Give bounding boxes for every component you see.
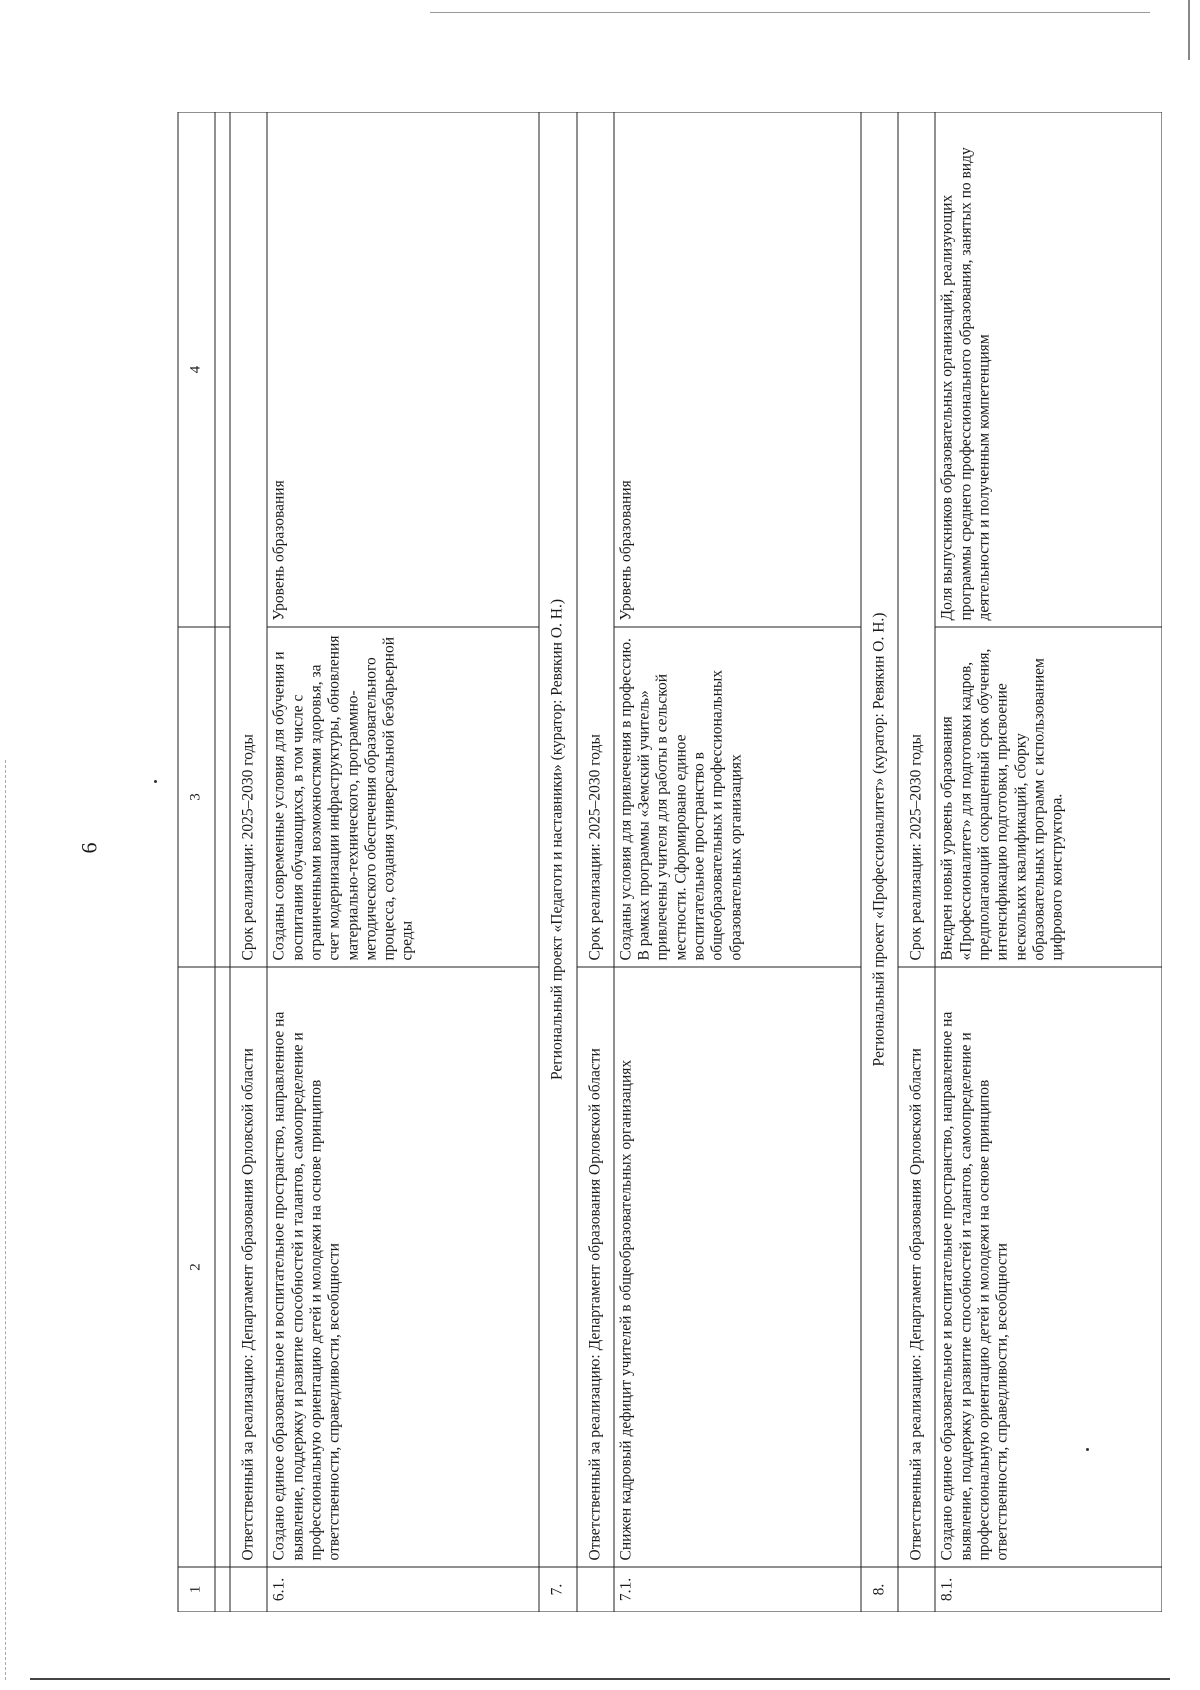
indicator-cell: Доля выпускников образовательных организаций, реализующих программы среднего профессионального образования, занятых по виду деятельности и полученным компетенциям <box>935 112 1162 627</box>
term-cell: Срок реализации: 2025–2030 годы <box>230 112 267 967</box>
responsible-row <box>898 112 935 1612</box>
section-number: 8. <box>860 1567 897 1612</box>
section-number: 7. <box>539 1567 576 1612</box>
section-title: Региональный проект «Педагоги и наставники» (куратор: Ревякин О. Н.) <box>539 112 576 1567</box>
section-title-row <box>860 112 897 1612</box>
column-header: 2 <box>178 967 215 1567</box>
row-number: 8.1. <box>935 1567 1162 1612</box>
term-cell: Срок реализации: 2025–2030 годы <box>898 112 935 967</box>
responsible-cell: Ответственный за реализацию: Департамент образования Орловской области <box>230 967 267 1567</box>
task-cell: Созданы условия для привлечения в профессию. В рамках программы «Земский учитель» привлечены учителя для работы в сельской местности. Сформировано единое воспитательное пространство в общеобразовательных и профессиональных образовательных организациях <box>613 627 860 967</box>
scan-artifact-line <box>430 12 1150 13</box>
table-row <box>935 112 1162 1612</box>
responsible-row <box>230 112 267 1612</box>
responsible-cell: Ответственный за реализацию: Департамент образования Орловской области <box>576 967 613 1567</box>
term-cell: Срок реализации: 2025–2030 годы <box>576 112 613 967</box>
spacer-row <box>215 112 230 1612</box>
header-row <box>178 112 215 1612</box>
row-number: 6.1. <box>267 1567 539 1612</box>
section-title-row <box>539 112 576 1612</box>
result-cell: Создано единое образовательное и воспитательное пространство, направленное на выявление, поддержку и развитие способностей и талантов, самоопределение и профессиональную ориентацию детей и молодежи на основе принципов ответственности, справедливости, всеобщности <box>935 967 1162 1567</box>
page-number: 6 <box>76 842 102 854</box>
responsible-row <box>576 112 613 1612</box>
column-header: 4 <box>178 112 215 627</box>
column-header: 3 <box>178 627 215 967</box>
result-cell: Создано единое образовательное и воспитательное пространство, направленное на выявление, поддержку и развитие способностей и талантов, самоопределение и профессиональную ориентацию детей и молодежи на основе принципов ответственности, справедливости, всеобщности <box>267 967 539 1567</box>
responsible-cell: Ответственный за реализацию: Департамент образования Орловской области <box>898 967 935 1567</box>
task-cell: Созданы современные условия для обучения и воспитания обучающихся, в том числе с ограниченными возможностями здоровья, за счет модернизации инфраструктуры, обновления материально-технического, программно-методического обеспечения образовательного процесса, создания универсальной безбарьерной среды <box>267 627 539 967</box>
scan-artifact-line <box>1188 0 1190 60</box>
task-cell: Внедрен новый уровень образования «Профессионалитет» для подготовки кадров, предполагающий сокращенный срок обучения, интенсификацию подготовки, присвоение нескольких квалификаций, сборку образовательных программ с использованием цифрового конструктора. <box>935 627 1162 967</box>
scan-artifact-dot <box>154 780 157 783</box>
rotated-table-container <box>177 112 1162 1612</box>
table-row <box>267 112 539 1612</box>
column-header: 1 <box>178 1567 215 1612</box>
indicator-cell: Уровень образования <box>613 112 860 627</box>
table-row <box>613 112 860 1612</box>
indicator-cell: Уровень образования <box>267 112 539 627</box>
result-cell: Снижен кадровый дефицит учителей в общеобразовательных организациях <box>613 967 860 1567</box>
section-title: Региональный проект «Профессионалитет» (куратор: Ревякин О. Н.) <box>860 112 897 1567</box>
scan-artifact-line <box>5 760 7 1680</box>
scan-artifact-line <box>30 1678 1170 1680</box>
project-table <box>177 112 1162 1612</box>
row-number: 7.1. <box>613 1567 860 1612</box>
